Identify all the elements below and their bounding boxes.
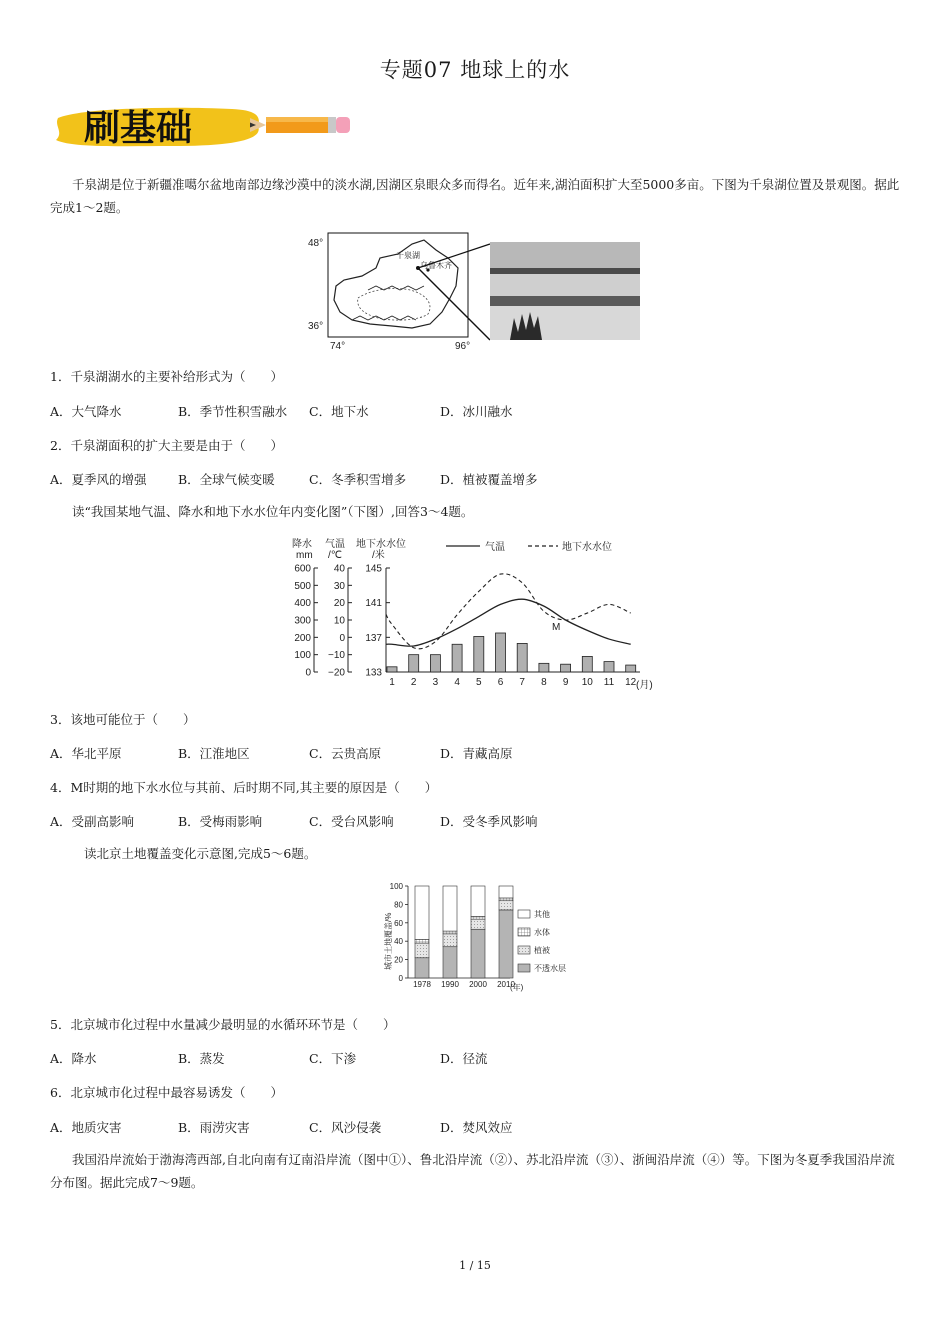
temp-tick-label: 30 bbox=[333, 580, 345, 592]
lat-48-label: 48° bbox=[308, 238, 324, 249]
land-cover-segment bbox=[471, 916, 485, 919]
precip-unit-label: mm bbox=[296, 550, 313, 561]
land-cover-segment bbox=[443, 947, 457, 978]
lon-74-label: 74° bbox=[330, 341, 346, 352]
land-cover-y-label: 城市土地覆盖/% bbox=[384, 912, 393, 970]
precip-bar bbox=[539, 663, 549, 672]
question-5-stem: 5．北京城市化过程中水量减少最明显的水循环环节是（ ） bbox=[50, 1017, 396, 1032]
year-tick-label: 2000 bbox=[469, 980, 487, 989]
legend-temp: 气温 bbox=[485, 542, 505, 553]
gw-tick-label: 145 bbox=[365, 563, 382, 575]
land-cover-segment bbox=[415, 958, 429, 978]
temp-tick-label: 20 bbox=[333, 598, 345, 610]
lake-location-figure bbox=[300, 228, 645, 356]
question-1-option-b[interactable]: B．季节性积雪融水 bbox=[178, 404, 288, 419]
city-label: 乌鲁木齐 bbox=[420, 261, 452, 270]
temp-tick-label: 0 bbox=[339, 632, 345, 644]
land-cover-segment bbox=[499, 910, 513, 978]
precip-tick-label: 600 bbox=[294, 563, 311, 575]
question-4-option-a[interactable]: A．受副高影响 bbox=[50, 814, 135, 829]
legend-swatch bbox=[518, 964, 530, 972]
precip-tick-label: 0 bbox=[305, 667, 311, 679]
question-6-option-a[interactable]: A．地质灾害 bbox=[50, 1120, 122, 1135]
question-2-option-d[interactable]: D．植被覆盖增多 bbox=[440, 472, 538, 487]
temp-tick-label: 10 bbox=[333, 615, 345, 627]
month-tick-label: 9 bbox=[562, 677, 569, 688]
x-unit-label: (月) bbox=[636, 680, 653, 691]
precip-bar bbox=[604, 662, 614, 672]
question-3-stem: 3．该地可能位于（ ） bbox=[50, 712, 196, 727]
gw-axis-label: 地下水水位 bbox=[356, 539, 406, 550]
passage-1: 千泉湖是位于新疆准噶尔盆地南部边缘沙漠中的淡水湖,因湖区泉眼众多而得名。近年来,湖泊面积扩大至5000多亩。下图为千泉湖位置及景观图。据此完成1～2题。 bbox=[50, 177, 900, 215]
legend-label: 其他 bbox=[534, 910, 550, 919]
question-2-option-b[interactable]: B．全球气候变暖 bbox=[178, 472, 275, 487]
month-tick-label: 10 bbox=[581, 677, 593, 688]
question-4-option-c[interactable]: C．受台风影响 bbox=[309, 814, 394, 829]
precip-bar bbox=[496, 633, 506, 672]
legend-gw: 地下水水位 bbox=[562, 542, 612, 553]
lon-96-label: 96° bbox=[455, 341, 471, 352]
gw-unit-label: /米 bbox=[372, 550, 385, 561]
pencil-icon bbox=[250, 117, 350, 133]
land-cover-segment bbox=[443, 934, 457, 947]
precip-tick-label: 300 bbox=[294, 615, 311, 627]
temp-unit-label: /℃ bbox=[328, 550, 343, 561]
page-title: 专题07 地球上的水 bbox=[379, 58, 571, 82]
month-tick-label: 2 bbox=[410, 677, 417, 688]
question-3-option-a[interactable]: A．华北平原 bbox=[50, 746, 122, 761]
land-cover-segment bbox=[499, 898, 513, 901]
land-cover-segment bbox=[471, 919, 485, 929]
passage-4: 我国沿岸流始于渤海湾西部,自北向南有辽南沿岸流（图中①）、鲁北沿岸流（②）、苏北沿岸流（③）、浙闽沿岸流（④）等。下图为冬夏季我国沿岸流分布图。据此完成7～9题。 bbox=[50, 1152, 895, 1190]
question-6-option-b[interactable]: B．雨涝灾害 bbox=[178, 1120, 250, 1135]
legend-label: 植被 bbox=[534, 946, 550, 955]
temp-tick-label: −20 bbox=[328, 667, 345, 679]
question-3-option-d[interactable]: D．青藏高原 bbox=[440, 746, 513, 761]
passage-3: 读北京土地覆盖变化示意图,完成5～6题。 bbox=[84, 846, 317, 861]
temp-tick-label: −10 bbox=[328, 650, 345, 662]
precip-tick-label: 400 bbox=[294, 598, 311, 610]
land-cover-y-tick-label: 40 bbox=[394, 937, 403, 947]
land-cover-y-tick-label: 60 bbox=[394, 918, 403, 928]
land-cover-segment bbox=[499, 886, 513, 898]
precip-bar bbox=[626, 665, 636, 672]
year-unit-label: (年) bbox=[510, 983, 524, 992]
legend-label: 水体 bbox=[534, 928, 550, 937]
question-4-option-d[interactable]: D．受冬季风影响 bbox=[440, 814, 538, 829]
precip-tick-label: 200 bbox=[294, 632, 311, 644]
land-cover-segment bbox=[443, 931, 457, 934]
month-tick-label: 1 bbox=[389, 677, 395, 688]
land-cover-segment bbox=[471, 886, 485, 916]
question-4-stem: 4．M时期的地下水水位与其前、后时期不同,其主要的原因是（ ） bbox=[50, 780, 438, 795]
passage-2: 读“我国某地气温、降水和地下水水位年内变化图”（下图）,回答3～4题。 bbox=[72, 504, 474, 519]
precip-bar bbox=[452, 644, 462, 672]
month-tick-label: 12 bbox=[625, 677, 637, 688]
year-tick-label: 1990 bbox=[441, 980, 459, 989]
precip-bar bbox=[582, 656, 592, 672]
temp-axis-label: 气温 bbox=[325, 539, 345, 550]
land-cover-segment bbox=[415, 886, 429, 939]
question-1-option-d[interactable]: D．冰川融水 bbox=[440, 404, 513, 419]
precip-bar bbox=[517, 643, 527, 672]
precip-tick-label: 500 bbox=[294, 580, 311, 592]
precip-bar bbox=[474, 636, 484, 672]
question-3-option-b[interactable]: B．江淮地区 bbox=[178, 746, 250, 761]
beijing-land-cover-chart bbox=[380, 878, 580, 994]
question-3-option-c[interactable]: C．云贵高原 bbox=[309, 746, 382, 761]
precip-bar bbox=[430, 655, 440, 672]
marker-m-label: M bbox=[552, 622, 561, 633]
month-tick-label: 3 bbox=[432, 677, 439, 688]
question-6-option-d[interactable]: D．焚风效应 bbox=[440, 1120, 513, 1135]
month-tick-label: 5 bbox=[476, 677, 482, 688]
lat-36-label: 36° bbox=[308, 321, 324, 332]
land-cover-segment bbox=[443, 886, 457, 931]
question-2-stem: 2．千泉湖面积的扩大主要是由于（ ） bbox=[50, 438, 283, 453]
precip-bar bbox=[409, 655, 419, 672]
question-6-stem: 6．北京城市化过程中最容易诱发（ ） bbox=[50, 1085, 283, 1100]
lake-label: 千泉湖 bbox=[396, 251, 420, 260]
land-cover-segment bbox=[471, 929, 485, 978]
question-5-option-c[interactable]: C．下渗 bbox=[309, 1051, 357, 1066]
precip-bar bbox=[561, 664, 571, 672]
legend-swatch bbox=[518, 946, 530, 954]
question-5-option-a[interactable]: A．降水 bbox=[50, 1051, 97, 1066]
land-cover-y-tick-label: 20 bbox=[394, 955, 403, 965]
precip-bar bbox=[387, 667, 397, 672]
month-tick-label: 11 bbox=[603, 677, 615, 688]
land-cover-y-tick-label: 0 bbox=[398, 974, 403, 983]
question-6-option-c[interactable]: C．风沙侵袭 bbox=[309, 1120, 382, 1135]
month-tick-label: 8 bbox=[541, 677, 547, 688]
year-tick-label: 2010 bbox=[497, 980, 515, 989]
month-tick-label: 7 bbox=[519, 677, 525, 688]
question-2-option-c[interactable]: C．冬季积雪增多 bbox=[309, 472, 407, 487]
question-1-stem: 1．千泉湖湖水的主要补给形式为（ ） bbox=[50, 369, 283, 384]
lake-landscape-photo bbox=[490, 242, 640, 340]
section-banner bbox=[52, 100, 357, 152]
groundwater-line bbox=[386, 574, 631, 649]
legend-label: 不透水层 bbox=[534, 964, 566, 973]
month-tick-label: 4 bbox=[454, 677, 460, 688]
temperature-line bbox=[386, 599, 631, 646]
temp-tick-label: 40 bbox=[333, 563, 345, 575]
precip-axis-label: 降水 bbox=[292, 539, 312, 550]
land-cover-y-tick-label: 100 bbox=[389, 882, 403, 891]
land-cover-segment bbox=[499, 901, 513, 910]
gw-tick-label: 141 bbox=[365, 598, 382, 610]
land-cover-segment bbox=[415, 939, 429, 943]
land-cover-segment bbox=[415, 943, 429, 958]
climate-groundwater-chart bbox=[280, 532, 660, 692]
question-2-option-a[interactable]: A．夏季风的增强 bbox=[50, 472, 147, 487]
banner-text: 刷基础 bbox=[84, 108, 193, 149]
legend-swatch bbox=[518, 910, 530, 918]
year-tick-label: 1978 bbox=[413, 980, 431, 989]
month-tick-label: 6 bbox=[497, 677, 504, 688]
gw-tick-label: 137 bbox=[365, 632, 382, 644]
question-1-option-a[interactable]: A．大气降水 bbox=[50, 404, 122, 419]
land-cover-y-tick-label: 80 bbox=[394, 900, 403, 910]
question-1-option-c[interactable]: C．地下水 bbox=[309, 404, 369, 419]
question-4-option-b[interactable]: B．受梅雨影响 bbox=[178, 814, 263, 829]
gw-tick-label: 133 bbox=[365, 667, 382, 679]
question-5-option-d[interactable]: D．径流 bbox=[440, 1051, 488, 1066]
question-5-option-b[interactable]: B．蒸发 bbox=[178, 1051, 225, 1066]
legend-swatch bbox=[518, 928, 530, 936]
precip-tick-label: 100 bbox=[294, 650, 311, 662]
page-number: 1 / 15 bbox=[459, 1259, 491, 1272]
